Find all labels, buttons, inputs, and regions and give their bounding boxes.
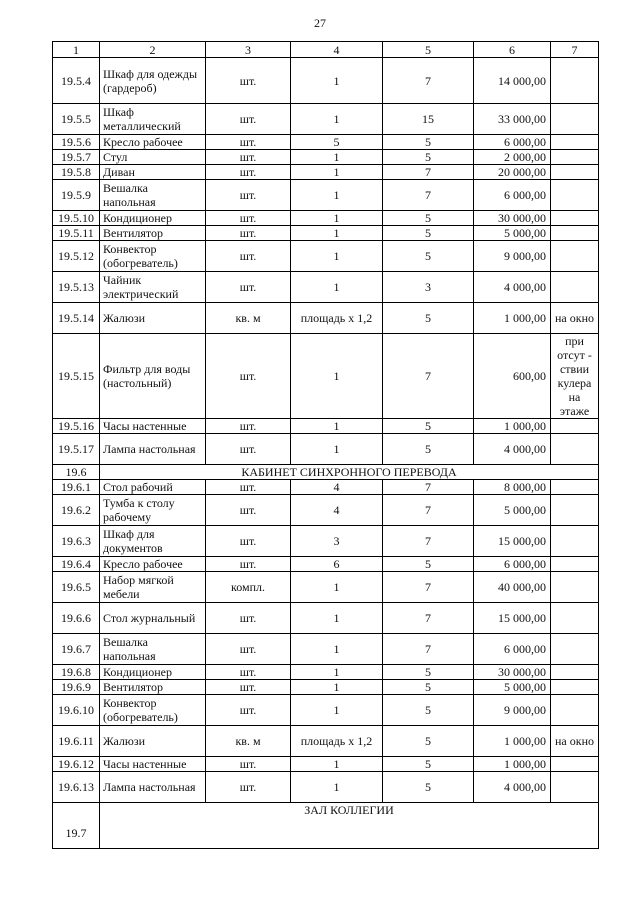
item-quantity: площадь х 1,2 — [291, 726, 383, 757]
item-note — [551, 495, 599, 526]
section-row — [53, 803, 599, 849]
item-service-life: 7 — [383, 180, 474, 211]
item-number: 19.5.13 — [53, 272, 100, 303]
item-name: Набор мягкой мебели — [100, 572, 206, 603]
column-number: 2 — [100, 42, 206, 58]
item-service-life: 7 — [383, 495, 474, 526]
item-name: Вешалка напольная — [100, 634, 206, 665]
item-unit: шт. — [206, 665, 291, 680]
item-number: 19.5.10 — [53, 211, 100, 226]
item-service-life: 7 — [383, 603, 474, 634]
item-note — [551, 104, 599, 135]
item-unit: шт. — [206, 334, 291, 419]
item-number: 19.5.6 — [53, 135, 100, 150]
table-row — [53, 772, 599, 803]
table-row — [53, 680, 599, 695]
item-name: Стол рабочий — [100, 480, 206, 495]
section-title: КАБИНЕТ СИНХРОННОГО ПЕРЕВОДА — [100, 465, 599, 480]
column-number: 4 — [291, 42, 383, 58]
item-quantity: 1 — [291, 211, 383, 226]
item-unit: шт. — [206, 495, 291, 526]
item-note — [551, 603, 599, 634]
item-quantity: 6 — [291, 557, 383, 572]
item-service-life: 5 — [383, 665, 474, 680]
item-unit: шт. — [206, 603, 291, 634]
item-price: 8 000,00 — [474, 480, 551, 495]
column-number: 7 — [551, 42, 599, 58]
item-number: 19.5.9 — [53, 180, 100, 211]
item-quantity: 1 — [291, 419, 383, 434]
column-number: 5 — [383, 42, 474, 58]
item-note: при отсут - ствии кулера на этаже — [551, 334, 599, 419]
item-unit: шт. — [206, 757, 291, 772]
item-price: 40 000,00 — [474, 572, 551, 603]
item-service-life: 7 — [383, 572, 474, 603]
item-price: 1 000,00 — [474, 303, 551, 334]
item-name: Чайник электрический — [100, 272, 206, 303]
item-note — [551, 180, 599, 211]
item-note — [551, 272, 599, 303]
item-service-life: 5 — [383, 695, 474, 726]
item-price: 5 000,00 — [474, 680, 551, 695]
item-number: 19.6.7 — [53, 634, 100, 665]
item-quantity: 1 — [291, 180, 383, 211]
table-row — [53, 135, 599, 150]
table-row — [53, 272, 599, 303]
column-number: 1 — [53, 42, 100, 58]
item-name: Жалюзи — [100, 726, 206, 757]
item-note — [551, 241, 599, 272]
item-name: Кресло рабочее — [100, 135, 206, 150]
item-quantity: 1 — [291, 58, 383, 104]
column-number: 6 — [474, 42, 551, 58]
item-unit: шт. — [206, 150, 291, 165]
item-name: Диван — [100, 165, 206, 180]
item-name: Конвектор (обогреватель) — [100, 695, 206, 726]
item-note: на окно — [551, 726, 599, 757]
table-row — [53, 757, 599, 772]
item-quantity: 5 — [291, 135, 383, 150]
item-price: 4 000,00 — [474, 272, 551, 303]
item-price: 1 000,00 — [474, 419, 551, 434]
item-note — [551, 150, 599, 165]
item-quantity: 1 — [291, 603, 383, 634]
column-number-row — [53, 42, 599, 58]
item-note — [551, 480, 599, 495]
item-number: 19.5.16 — [53, 419, 100, 434]
item-unit: шт. — [206, 165, 291, 180]
item-name: Жалюзи — [100, 303, 206, 334]
item-name: Часы настенные — [100, 757, 206, 772]
item-service-life: 7 — [383, 58, 474, 104]
column-number: 3 — [206, 42, 291, 58]
item-quantity: 4 — [291, 480, 383, 495]
item-quantity: 1 — [291, 226, 383, 241]
item-service-life: 3 — [383, 272, 474, 303]
item-service-life: 7 — [383, 165, 474, 180]
item-service-life: 5 — [383, 303, 474, 334]
table-row — [53, 180, 599, 211]
item-note — [551, 665, 599, 680]
item-number: 19.5.15 — [53, 334, 100, 419]
item-unit: шт. — [206, 557, 291, 572]
item-price: 2 000,00 — [474, 150, 551, 165]
item-number: 19.6.8 — [53, 665, 100, 680]
item-quantity: 1 — [291, 434, 383, 465]
item-number: 19.6.4 — [53, 557, 100, 572]
item-quantity: 1 — [291, 165, 383, 180]
item-number: 19.6.11 — [53, 726, 100, 757]
item-note — [551, 434, 599, 465]
item-service-life: 5 — [383, 135, 474, 150]
item-name: Часы настенные — [100, 419, 206, 434]
item-note — [551, 211, 599, 226]
item-price: 9 000,00 — [474, 241, 551, 272]
table-row — [53, 241, 599, 272]
item-note — [551, 226, 599, 241]
item-unit: шт. — [206, 772, 291, 803]
item-price: 600,00 — [474, 334, 551, 419]
item-quantity: площадь х 1,2 — [291, 303, 383, 334]
item-number: 19.5.7 — [53, 150, 100, 165]
item-number: 19.5.8 — [53, 165, 100, 180]
item-number: 19.6.13 — [53, 772, 100, 803]
item-quantity: 4 — [291, 495, 383, 526]
item-note — [551, 135, 599, 150]
item-quantity: 1 — [291, 150, 383, 165]
item-note — [551, 58, 599, 104]
section-title: ЗАЛ КОЛЛЕГИИ — [100, 803, 599, 849]
item-price: 5 000,00 — [474, 226, 551, 241]
table-row — [53, 150, 599, 165]
table-row — [53, 419, 599, 434]
item-service-life: 5 — [383, 226, 474, 241]
item-quantity: 1 — [291, 757, 383, 772]
item-unit: шт. — [206, 680, 291, 695]
item-name: Вентилятор — [100, 226, 206, 241]
item-price: 20 000,00 — [474, 165, 551, 180]
table-row — [53, 495, 599, 526]
item-service-life: 7 — [383, 480, 474, 495]
item-price: 14 000,00 — [474, 58, 551, 104]
equipment-table — [52, 41, 599, 849]
item-note — [551, 572, 599, 603]
item-quantity: 1 — [291, 334, 383, 419]
item-unit: шт. — [206, 434, 291, 465]
item-unit: шт. — [206, 58, 291, 104]
item-number: 19.6.1 — [53, 480, 100, 495]
item-name: Фильтр для воды (настольный) — [100, 334, 206, 419]
item-service-life: 15 — [383, 104, 474, 135]
table-row — [53, 58, 599, 104]
item-service-life: 5 — [383, 419, 474, 434]
item-price: 6 000,00 — [474, 557, 551, 572]
item-note: на окно — [551, 303, 599, 334]
item-price: 9 000,00 — [474, 695, 551, 726]
item-service-life: 5 — [383, 211, 474, 226]
item-name: Лампа настольная — [100, 772, 206, 803]
item-number: 19.6.6 — [53, 603, 100, 634]
table-row — [53, 480, 599, 495]
item-quantity: 1 — [291, 695, 383, 726]
item-quantity: 1 — [291, 572, 383, 603]
item-price: 6 000,00 — [474, 135, 551, 150]
item-service-life: 5 — [383, 772, 474, 803]
item-price: 33 000,00 — [474, 104, 551, 135]
item-name: Кондиционер — [100, 665, 206, 680]
section-number: 19.7 — [53, 803, 100, 849]
item-note — [551, 695, 599, 726]
item-price: 1 000,00 — [474, 757, 551, 772]
item-note — [551, 419, 599, 434]
table-row — [53, 334, 599, 419]
item-name: Тумба к столу рабочему — [100, 495, 206, 526]
table-row — [53, 695, 599, 726]
item-unit: шт. — [206, 226, 291, 241]
item-price: 5 000,00 — [474, 495, 551, 526]
item-number: 19.5.11 — [53, 226, 100, 241]
item-price: 4 000,00 — [474, 434, 551, 465]
item-service-life: 5 — [383, 241, 474, 272]
table-row — [53, 557, 599, 572]
item-quantity: 1 — [291, 104, 383, 135]
item-service-life: 7 — [383, 334, 474, 419]
item-note — [551, 165, 599, 180]
item-unit: шт. — [206, 419, 291, 434]
item-unit: шт. — [206, 695, 291, 726]
item-name: Конвектор (обогреватель) — [100, 241, 206, 272]
table-row — [53, 526, 599, 557]
item-name: Стол журнальный — [100, 603, 206, 634]
item-note — [551, 526, 599, 557]
item-service-life: 7 — [383, 634, 474, 665]
item-quantity: 1 — [291, 241, 383, 272]
item-unit: кв. м — [206, 726, 291, 757]
item-unit: шт. — [206, 634, 291, 665]
item-service-life: 5 — [383, 726, 474, 757]
table-row — [53, 634, 599, 665]
item-name: Кондиционер — [100, 211, 206, 226]
item-number: 19.6.3 — [53, 526, 100, 557]
item-service-life: 5 — [383, 557, 474, 572]
item-unit: шт. — [206, 241, 291, 272]
item-service-life: 5 — [383, 757, 474, 772]
item-quantity: 1 — [291, 680, 383, 695]
item-name: Вешалка напольная — [100, 180, 206, 211]
item-number: 19.5.5 — [53, 104, 100, 135]
item-price: 4 000,00 — [474, 772, 551, 803]
item-unit: шт. — [206, 272, 291, 303]
item-quantity: 1 — [291, 634, 383, 665]
item-name: Кресло рабочее — [100, 557, 206, 572]
item-service-life: 5 — [383, 150, 474, 165]
item-number: 19.6.2 — [53, 495, 100, 526]
item-number: 19.6.12 — [53, 757, 100, 772]
section-number: 19.6 — [53, 465, 100, 480]
table-row — [53, 665, 599, 680]
item-price: 6 000,00 — [474, 180, 551, 211]
table-row — [53, 211, 599, 226]
item-name: Лампа настольная — [100, 434, 206, 465]
item-number: 19.5.17 — [53, 434, 100, 465]
item-number: 19.6.9 — [53, 680, 100, 695]
item-name: Шкаф для документов — [100, 526, 206, 557]
section-row — [53, 465, 599, 480]
item-name: Стул — [100, 150, 206, 165]
item-price: 6 000,00 — [474, 634, 551, 665]
table-row — [53, 165, 599, 180]
item-number: 19.5.14 — [53, 303, 100, 334]
table-row — [53, 572, 599, 603]
item-unit: кв. м — [206, 303, 291, 334]
table-row — [53, 726, 599, 757]
item-note — [551, 680, 599, 695]
item-note — [551, 557, 599, 572]
item-quantity: 1 — [291, 272, 383, 303]
item-service-life: 7 — [383, 526, 474, 557]
item-note — [551, 634, 599, 665]
item-note — [551, 757, 599, 772]
item-unit: шт. — [206, 135, 291, 150]
item-unit: шт. — [206, 180, 291, 211]
item-number: 19.5.12 — [53, 241, 100, 272]
item-service-life: 5 — [383, 434, 474, 465]
item-number: 19.5.4 — [53, 58, 100, 104]
page-number: 27 — [314, 16, 326, 30]
item-name: Вентилятор — [100, 680, 206, 695]
item-unit: шт. — [206, 211, 291, 226]
item-price: 15 000,00 — [474, 526, 551, 557]
table-row — [53, 226, 599, 241]
item-note — [551, 772, 599, 803]
item-price: 30 000,00 — [474, 665, 551, 680]
item-quantity: 1 — [291, 665, 383, 680]
item-quantity: 3 — [291, 526, 383, 557]
item-quantity: 1 — [291, 772, 383, 803]
item-unit: шт. — [206, 104, 291, 135]
item-number: 19.6.5 — [53, 572, 100, 603]
item-number: 19.6.10 — [53, 695, 100, 726]
item-name: Шкаф металлический — [100, 104, 206, 135]
item-unit: шт. — [206, 480, 291, 495]
item-price: 1 000,00 — [474, 726, 551, 757]
table-row — [53, 104, 599, 135]
item-service-life: 5 — [383, 680, 474, 695]
item-unit: шт. — [206, 526, 291, 557]
item-price: 15 000,00 — [474, 603, 551, 634]
table-row — [53, 603, 599, 634]
item-unit: компл. — [206, 572, 291, 603]
table-row — [53, 303, 599, 334]
item-price: 30 000,00 — [474, 211, 551, 226]
item-name: Шкаф для одежды (гардероб) — [100, 58, 206, 104]
table-row — [53, 434, 599, 465]
